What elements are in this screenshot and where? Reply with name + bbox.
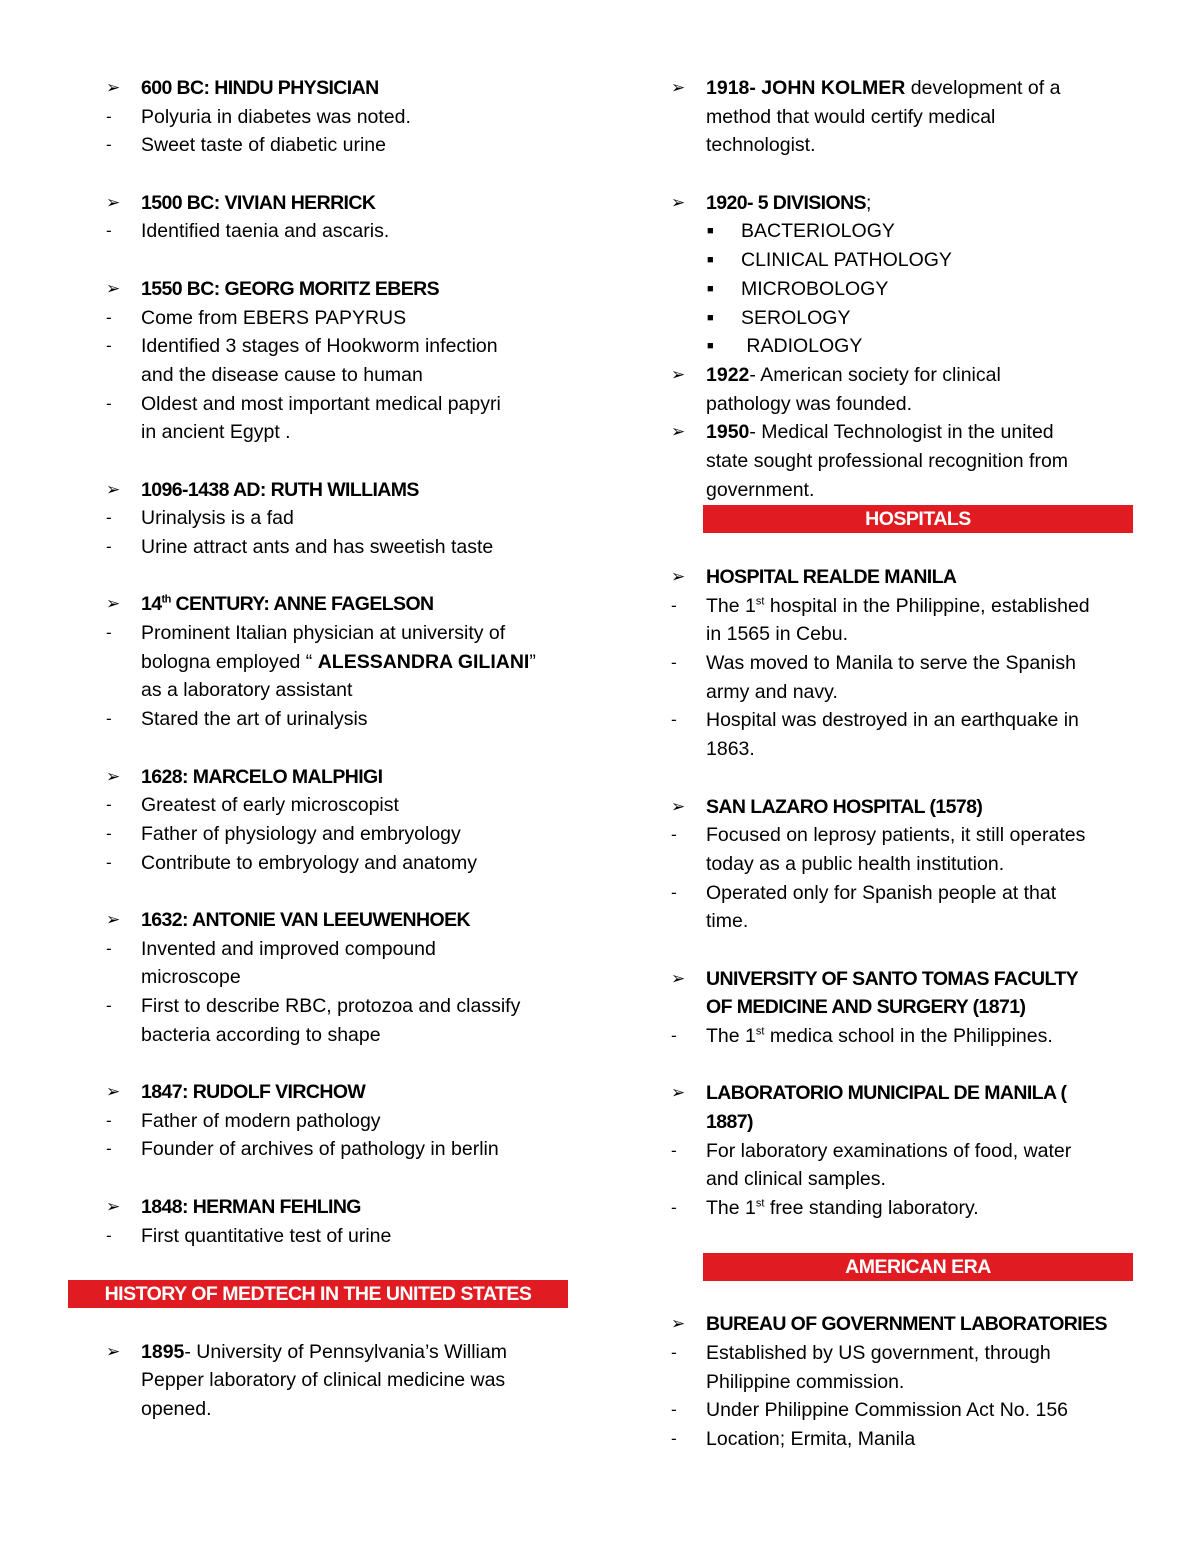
arrow-bullet-icon: ➢ [671,968,685,988]
list-item: - Prominent Italian physician at university of [106,619,576,648]
list-item-continuation: in ancient Egypt . [141,421,291,444]
dash-bullet-icon: - [671,653,677,673]
list-item: - Invented and improved compound [106,935,576,964]
list-item: - Oldest and most important medical papyri [106,390,576,419]
dash-bullet-icon: - [671,825,677,845]
dash-bullet-icon: - [106,1139,112,1159]
list-item-continuation: method that would certify medical [706,105,996,128]
entry-heading-1920: ➢ 1920- 5 DIVISIONS; [671,189,1141,218]
dash-bullet-icon: - [671,1198,677,1218]
entry-heading-1096ad: ➢ 1096-1438 AD: RUTH WILLIAMS [106,476,576,505]
entry-heading-1950: ➢ 1950- Medical Technologist in the united [671,418,1141,447]
list-item-continuation: today as a public health institution. [706,852,1005,875]
list-item: - Identified taenia and ascaris. [106,217,576,246]
list-item-continuation: microscope [141,966,241,989]
list-item-continuation: opened. [141,1397,212,1420]
arrow-bullet-icon: ➢ [106,1082,120,1102]
dash-bullet-icon: - [106,1225,112,1245]
entry-heading-1632: ➢ 1632: ANTONIE VAN LEEUWENHOEK [106,906,576,935]
dash-bullet-icon: - [671,1026,677,1045]
list-item: - Come from EBERS PAPYRUS [106,304,576,333]
dash-bullet-icon: - [106,823,112,843]
list-item: - Father of physiology and embryology [106,820,576,849]
square-bullet-icon: ■ [707,340,714,353]
arrow-bullet-icon: ➢ [671,796,685,816]
dash-bullet-icon: - [106,135,112,155]
list-item: - Founder of archives of pathology in berlin [106,1135,576,1164]
square-bullet-icon: ■ [707,282,714,295]
dash-bullet-icon: - [106,106,112,126]
dash-bullet-icon: - [106,508,112,528]
dash-bullet-icon: - [671,595,677,615]
dash-bullet-icon: - [106,221,112,241]
list-item-continuation: bologna employed “ ALESSANDRA GILIANI” [141,650,536,673]
dash-bullet-icon: - [106,709,112,729]
entry-heading-laboratorio-continuation: 1887) [706,1111,753,1134]
entry-heading-1628: ➢ 1628: MARCELO MALPHIGI [106,763,576,792]
entry-heading-1500bc: ➢ 1500 BC: VIVIAN HERRICK [106,189,576,218]
dash-bullet-icon: - [106,623,112,643]
list-item-continuation: pathology was founded. [706,392,912,415]
list-item-continuation: technologist. [706,134,816,157]
square-bullet-icon: ■ [707,311,714,324]
arrow-bullet-icon: ➢ [106,192,120,212]
section-bar-hospitals: HOSPITALS [703,505,1133,533]
list-item-continuation: army and navy. [706,680,838,703]
list-item-continuation: in 1565 in Cebu. [706,623,849,646]
list-item: - Sweet taste of diabetic urine [106,131,576,160]
list-item: - Urinalysis is a fad [106,504,576,533]
arrow-bullet-icon: ➢ [106,1341,121,1361]
list-item: - Greatest of early microscopist [106,791,576,820]
list-item: - Hospital was destroyed in an earthquake in [671,706,1141,735]
dash-bullet-icon: - [671,1400,677,1420]
list-item: - Under Philippine Commission Act No. 156 [671,1396,1141,1425]
list-item-continuation: Philippine commission. [706,1370,905,1393]
list-item-continuation: 1863. [706,738,755,761]
list-item: - Urine attract ants and has sweetish taste [106,533,576,562]
dash-bullet-icon: - [671,1428,677,1448]
dash-bullet-icon: - [106,938,112,958]
entry-heading-bureau: ➢ BUREAU OF GOVERNMENT LABORATORIES [671,1310,1141,1339]
division-item: ■ CLINICAL PATHOLOGY [671,246,1141,275]
arrow-bullet-icon: ➢ [671,1314,685,1334]
arrow-bullet-icon: ➢ [671,364,686,384]
dash-bullet-icon: - [671,1140,677,1160]
dash-bullet-icon: - [106,307,112,327]
list-item-continuation: and clinical samples. [706,1168,886,1191]
arrow-bullet-icon: ➢ [106,594,120,614]
left-column [106,74,576,1424]
list-item: - First quantitative test of urine [106,1222,576,1251]
dash-bullet-icon: - [106,795,112,815]
list-item: - Polyuria in diabetes was noted. [106,103,576,132]
list-item: - The 1st free standing laboratory. [671,1194,1141,1223]
list-item: - Stared the art of urinalysis [106,705,576,734]
division-item: ■ BACTERIOLOGY [671,217,1141,246]
entry-heading-1895: ➢ 1895- University of Pennsylvania’s William [106,1338,576,1367]
arrow-bullet-icon: ➢ [106,766,120,786]
list-item: - Focused on leprosy patients, it still operates [671,821,1141,850]
dash-bullet-icon: - [106,852,112,872]
arrow-bullet-icon: ➢ [106,78,120,97]
list-item-continuation: and the disease cause to human [141,363,423,386]
arrow-bullet-icon: ➢ [671,1083,685,1103]
dash-bullet-icon: - [106,336,112,356]
dash-bullet-icon: - [106,537,112,556]
entry-heading-laboratorio: ➢ LABORATORIO MUNICIPAL DE MANILA ( [671,1079,1141,1108]
dash-bullet-icon: - [671,882,677,902]
division-item: ■ RADIOLOGY [671,332,1141,361]
list-item-continuation: government. [706,478,815,501]
list-item-continuation: state sought professional recognition from [706,449,1069,472]
list-item-continuation: bacteria according to shape [141,1023,381,1046]
list-item: - Father of modern pathology [106,1107,576,1136]
entry-heading-1922: ➢ 1922- American society for clinical [671,361,1141,390]
section-bar-history-us: HISTORY OF MEDTECH IN THE UNITED STATES [68,1280,568,1308]
arrow-bullet-icon: ➢ [106,479,120,499]
list-item: - The 1st hospital in the Philippine, established [671,592,1141,621]
dash-bullet-icon: - [106,393,112,413]
list-item: - The 1st medica school in the Philippines. [671,1022,1141,1051]
arrow-bullet-icon: ➢ [106,909,120,929]
entry-heading-600bc: ➢ 600 BC: HINDU PHYSICIAN [106,74,576,103]
arrow-bullet-icon: ➢ [671,192,685,212]
square-bullet-icon: ■ [707,254,714,267]
list-item: - Operated only for Spanish people at that [671,879,1141,908]
dash-bullet-icon: - [671,1342,677,1362]
arrow-bullet-icon: ➢ [106,278,120,298]
list-item: - Identified 3 stages of Hookworm infection [106,332,576,361]
entry-heading-1550bc: ➢ 1550 BC: GEORG MORITZ EBERS [106,275,576,304]
division-item: ■ MICROBOLOGY [671,275,1141,304]
entry-heading-1847: ➢ 1847: RUDOLF VIRCHOW [106,1078,576,1107]
dash-bullet-icon: - [671,710,677,730]
dash-bullet-icon: - [106,996,112,1015]
division-item: ■ SEROLOGY [671,304,1141,333]
entry-heading-1848: ➢ 1848: HERMAN FEHLING [106,1193,576,1222]
list-item: - Contribute to embryology and anatomy [106,849,576,878]
list-item: - Was moved to Manila to serve the Spanish [671,649,1141,678]
arrow-bullet-icon: ➢ [671,567,685,586]
list-item: - First to describe RBC, protozoa and classify [106,992,576,1021]
list-item: - Location; Ermita, Manila [671,1425,1141,1454]
entry-heading-1918: ➢ 1918- JOHN KOLMER development of a [671,74,1141,103]
dash-bullet-icon: - [106,1110,112,1130]
list-item: - Established by US government, through [671,1339,1141,1368]
right-column [671,74,1141,1454]
entry-heading-ust: ➢ UNIVERSITY OF SANTO TOMAS FACULTY [671,965,1141,994]
list-item-continuation: Pepper laboratory of clinical medicine was [141,1369,506,1392]
arrow-bullet-icon: ➢ [671,78,686,97]
list-item-continuation: time. [706,910,749,933]
section-bar-american-era: AMERICAN ERA [703,1253,1133,1281]
entry-heading-ust-continuation: OF MEDICINE AND SURGERY (1871) [706,996,1026,1019]
entry-heading-14th-century: ➢ 14th CENTURY: ANNE FAGELSON [106,590,576,619]
entry-heading-hospital-real: ➢ HOSPITAL REALDE MANILA [671,563,1141,592]
list-item-continuation: as a laboratory assistant [141,679,353,702]
arrow-bullet-icon: ➢ [106,1196,120,1216]
arrow-bullet-icon: ➢ [671,422,686,442]
square-bullet-icon: ■ [707,225,714,238]
list-item: - For laboratory examinations of food, water [671,1137,1141,1166]
entry-heading-san-lazaro: ➢ SAN LAZARO HOSPITAL (1578) [671,793,1141,822]
